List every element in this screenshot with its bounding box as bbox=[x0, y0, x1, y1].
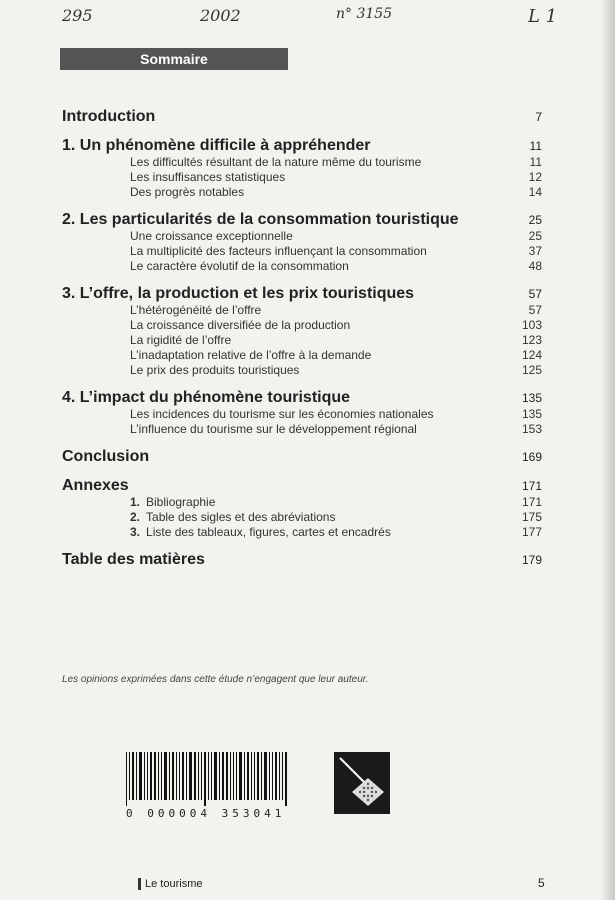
annex-page: 175 bbox=[521, 510, 542, 524]
barcode bbox=[126, 752, 322, 820]
barcode-bar bbox=[150, 752, 152, 800]
subentry-label: La rigidité de l’offre bbox=[130, 333, 232, 347]
toc-subentry bbox=[62, 407, 542, 422]
barcode-bar bbox=[189, 752, 192, 800]
barcode-bar bbox=[261, 752, 262, 800]
barcode-bar bbox=[129, 752, 130, 800]
toc-section-conclusion bbox=[62, 448, 542, 466]
barcode-bar bbox=[251, 752, 252, 800]
publisher-logo-icon bbox=[334, 752, 390, 814]
barcode-bar bbox=[226, 752, 228, 800]
toc-subentry bbox=[62, 303, 542, 318]
barcode-bar bbox=[247, 752, 249, 800]
barcode-bar bbox=[201, 752, 202, 800]
section-page: 179 bbox=[521, 553, 542, 567]
annex-number: 2. bbox=[130, 510, 141, 524]
subentry-page: 11 bbox=[529, 155, 542, 169]
barcode-bar bbox=[154, 752, 156, 800]
barcode-bar bbox=[169, 752, 170, 800]
barcode-bar bbox=[244, 752, 245, 800]
handwritten-note-1: 295 bbox=[62, 6, 93, 25]
table-of-contents bbox=[62, 108, 542, 580]
annex-page: 177 bbox=[521, 525, 542, 539]
barcode-bar bbox=[204, 752, 206, 806]
barcode-bar bbox=[172, 752, 174, 800]
subentry-label: La croissance diversifiée de la production bbox=[130, 318, 351, 332]
page-edge-shadow bbox=[601, 0, 615, 900]
handwritten-note-4: L 1 bbox=[528, 6, 558, 27]
barcode-digits: 0 000004 353041 bbox=[126, 807, 286, 820]
barcode-bar bbox=[176, 752, 177, 800]
subentry-label: L’hétérogénéité de l’offre bbox=[130, 303, 262, 317]
toc-subentry bbox=[62, 229, 542, 244]
toc-subentry bbox=[62, 170, 542, 185]
subentry-label: Des progrès notables bbox=[130, 185, 245, 199]
subentry-page: 125 bbox=[521, 363, 542, 377]
barcode-bar bbox=[282, 752, 283, 800]
barcode-bar bbox=[164, 752, 167, 800]
subentry-page: 12 bbox=[528, 170, 542, 184]
annex-label: Table des sigles et des abréviations bbox=[146, 510, 336, 524]
annex-number: 3. bbox=[130, 525, 141, 539]
subentry-page: 14 bbox=[528, 185, 542, 199]
section-title: 4. L’impact du phénomène touristique bbox=[62, 389, 351, 406]
subentry-page: 124 bbox=[521, 348, 542, 362]
barcode-bar bbox=[230, 752, 231, 800]
barcode-bar bbox=[257, 752, 259, 800]
subentry-label: Les insuffisances statistiques bbox=[130, 170, 286, 184]
barcode-bar bbox=[264, 752, 267, 800]
barcode-bar bbox=[254, 752, 255, 800]
barcode-bar bbox=[139, 752, 142, 800]
barcode-bar bbox=[132, 752, 134, 800]
section-title: Table des matières bbox=[62, 551, 205, 568]
toc-annex-entry bbox=[62, 525, 542, 540]
toc-section-table-des-matieres bbox=[62, 551, 542, 569]
barcode-bar bbox=[211, 752, 212, 800]
toc-subentry bbox=[62, 333, 542, 348]
disclaimer-note: Les opinions exprimées dans cette étude n’engagent que leur auteur. bbox=[62, 674, 369, 685]
barcode-bar bbox=[222, 752, 224, 800]
barcode-bar bbox=[136, 752, 137, 800]
annex-number: 1. bbox=[130, 495, 141, 509]
toc-subentry bbox=[62, 244, 542, 259]
toc-annex-entry bbox=[62, 495, 542, 510]
toc-subentry bbox=[62, 185, 542, 200]
section-page: 135 bbox=[521, 391, 542, 405]
section-title: Introduction bbox=[62, 108, 156, 125]
footer-label: Le tourisme bbox=[138, 878, 202, 890]
subentry-label: Les difficultés résultant de la nature même du tourisme bbox=[130, 155, 422, 169]
section-title: 1. Un phénomène difficile à appréhender bbox=[62, 137, 371, 154]
section-title: 2. Les particularités de la consommation touristique bbox=[62, 211, 459, 228]
subentry-page: 57 bbox=[528, 303, 542, 317]
section-page: 25 bbox=[528, 213, 542, 227]
section-page: 57 bbox=[528, 287, 542, 301]
barcode-bar bbox=[233, 752, 234, 800]
annex-page: 171 bbox=[521, 495, 542, 509]
toc-section-introduction bbox=[62, 108, 542, 126]
subentry-page: 123 bbox=[521, 333, 542, 347]
toc-section-annexes bbox=[62, 477, 542, 540]
barcode-bar bbox=[198, 752, 199, 800]
barcode-bar bbox=[275, 752, 277, 800]
subentry-page: 25 bbox=[528, 229, 542, 243]
section-page: 169 bbox=[521, 450, 542, 464]
subentry-label: Le caractère évolutif de la consommation bbox=[130, 259, 349, 273]
barcode-bar bbox=[272, 752, 273, 800]
section-title: Annexes bbox=[62, 477, 129, 494]
footer-page-number: 5 bbox=[538, 876, 545, 890]
toc-subentry bbox=[62, 155, 542, 170]
toc-section-4 bbox=[62, 389, 542, 437]
barcode-bar bbox=[182, 752, 184, 800]
toc-section-1 bbox=[62, 137, 542, 200]
section-page: 7 bbox=[535, 110, 542, 124]
toc-subentry bbox=[62, 348, 542, 363]
toc-subentry bbox=[62, 363, 542, 378]
barcode-bar bbox=[147, 752, 148, 800]
barcode-bar bbox=[236, 752, 237, 800]
barcode-bar bbox=[161, 752, 162, 800]
subentry-label: Une croissance exceptionnelle bbox=[130, 229, 293, 243]
barcode-bar bbox=[279, 752, 280, 800]
handwritten-note-2: 2002 bbox=[200, 6, 241, 25]
subentry-page: 103 bbox=[521, 318, 542, 332]
toc-annex-entry bbox=[62, 510, 542, 525]
barcode-bar bbox=[214, 752, 217, 800]
subentry-page: 135 bbox=[521, 407, 542, 421]
toc-section-2 bbox=[62, 211, 542, 274]
barcode-bar bbox=[208, 752, 209, 800]
annex-label: Liste des tableaux, figures, cartes et encadrés bbox=[146, 525, 391, 539]
subentry-page: 37 bbox=[528, 244, 542, 258]
subentry-label: La multiplicité des facteurs influençant la consommation bbox=[130, 244, 427, 258]
barcode-bar bbox=[219, 752, 220, 800]
subentry-label: Les incidences du tourisme sur les économies nationales bbox=[130, 407, 434, 421]
barcode-bar bbox=[194, 752, 196, 800]
handwritten-note-3: n° 3155 bbox=[336, 6, 393, 22]
toc-subentry bbox=[62, 422, 542, 437]
section-title: 3. L’offre, la production et les prix touristiques bbox=[62, 285, 415, 302]
toc-subentry bbox=[62, 259, 542, 274]
barcode-bar bbox=[179, 752, 180, 800]
barcode-bar bbox=[239, 752, 242, 800]
barcode-bar bbox=[186, 752, 187, 800]
barcode-bar bbox=[144, 752, 145, 800]
subentry-label: Le prix des produits touristiques bbox=[130, 363, 300, 377]
barcode-bar bbox=[126, 752, 127, 806]
annex-label: Bibliographie bbox=[146, 495, 216, 509]
section-page: 11 bbox=[529, 139, 542, 153]
barcode-bar bbox=[269, 752, 270, 800]
barcode-bar bbox=[285, 752, 287, 806]
section-page: 171 bbox=[521, 479, 542, 493]
barcode-bars bbox=[126, 752, 322, 804]
subentry-label: L’inadaptation relative de l’offre à la demande bbox=[130, 348, 372, 362]
subentry-page: 48 bbox=[528, 259, 542, 273]
section-title: Conclusion bbox=[62, 448, 150, 465]
sommaire-banner: Sommaire bbox=[60, 48, 288, 70]
subentry-label: L’influence du tourisme sur le développement régional bbox=[130, 422, 417, 436]
toc-section-3 bbox=[62, 285, 542, 378]
toc-subentry bbox=[62, 318, 542, 333]
barcode-bar bbox=[158, 752, 159, 800]
subentry-page: 153 bbox=[521, 422, 542, 436]
